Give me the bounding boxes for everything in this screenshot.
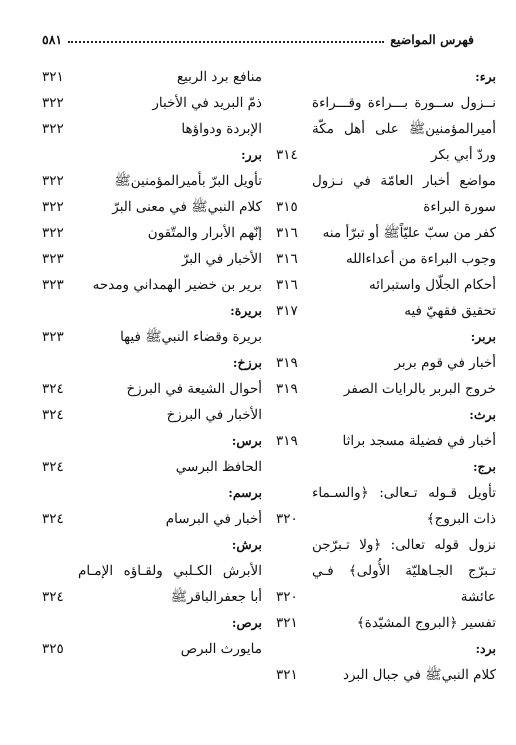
entry-text: مايورث البرص (180, 641, 262, 657)
entry-page-number: ٣٢٤ (42, 589, 64, 605)
index-entry (42, 584, 262, 610)
index-entry (42, 324, 262, 350)
entry-text: أميرالمؤمنينﷺ على أهل مكّة (312, 121, 496, 137)
entry-page-number: ٣٢٢ (42, 173, 64, 189)
index-heading (276, 324, 496, 350)
index-entry (276, 298, 496, 324)
index-entry (276, 168, 496, 194)
index-entry (42, 64, 262, 90)
entry-page-number: ٣٢٢ (42, 225, 64, 241)
entry-text: مواضع أخبار العامّة في نـزول (312, 173, 496, 189)
index-entry (42, 272, 262, 298)
index-entry (276, 142, 496, 168)
entry-text: الحافظ البرسي (175, 459, 262, 475)
index-entry (276, 662, 496, 688)
entry-text: أخبار في فضيلة مسجد براثا (342, 433, 496, 449)
entry-text: الأخبار في البرزخ (166, 407, 262, 423)
entry-page-number: ٣٢٠ (276, 589, 298, 605)
entry-text: نــزول ســورة بـــراءة وقـــراءة (312, 95, 496, 111)
entry-text: بربر: (470, 329, 496, 344)
entry-text: أبا جعفرالباقرﷺ (170, 589, 262, 605)
entry-text: وردّ أبي بكر (430, 147, 496, 163)
entry-text: سورة البراءة (423, 199, 496, 215)
entry-text: تأويل البرّ بأميرالمؤمنينﷺ (114, 173, 262, 189)
entry-page-number: ٣٢٤ (42, 381, 64, 397)
index-heading (42, 298, 262, 324)
entry-page-number: ٣٢١ (42, 69, 64, 85)
entry-page-number: ٣٢٣ (42, 251, 64, 267)
entry-text: نزول قوله تعالى: ﴿ولا تـبرّجن (312, 537, 496, 553)
entry-text: عائشة (460, 589, 496, 605)
entry-page-number: ٣١٦ (276, 251, 298, 267)
entry-text: أخبار في البرسام (165, 511, 262, 527)
index-entry (42, 220, 262, 246)
entry-page-number: ٣٢٠ (276, 511, 298, 527)
index-heading (42, 480, 262, 506)
entry-page-number: ٣٢١ (276, 667, 298, 683)
index-entry (42, 506, 262, 532)
entry-page-number: ٣١٧ (276, 303, 298, 319)
entry-page-number: ٣٢٢ (42, 121, 64, 137)
entry-text: برس: (231, 433, 262, 448)
entry-text: برص: (231, 615, 262, 630)
index-entry (42, 194, 262, 220)
index-heading (276, 454, 496, 480)
entry-text: برر: (240, 147, 262, 162)
index-heading (276, 402, 496, 428)
entry-text: ذمّ البريد في الأخبار (152, 95, 262, 111)
index-column-right (276, 64, 496, 688)
entry-text: تفسير ﴿البروج المشيّدة﴾ (356, 615, 496, 631)
entry-text: برج: (472, 459, 496, 474)
index-entry (42, 246, 262, 272)
entry-text: بريرة: (230, 303, 262, 318)
entry-page-number: ٣٢٥ (42, 641, 64, 657)
index-entry (42, 376, 262, 402)
entry-text: برء: (475, 69, 496, 84)
index-column-left (42, 64, 262, 662)
entry-page-number: ٣٢١ (276, 615, 298, 631)
entry-text: الأخبار في البرّ (181, 251, 262, 267)
index-heading (276, 636, 496, 662)
index-entry (276, 272, 496, 298)
index-heading (42, 428, 262, 454)
entry-text: أخبار في قوم بربر (394, 355, 496, 371)
entry-page-number: ٣٢٣ (42, 329, 64, 345)
index-entry (42, 90, 262, 116)
index-entry (42, 636, 262, 662)
entry-page-number: ٣١٩ (276, 433, 298, 449)
index-entry (42, 168, 262, 194)
entry-text: برسم: (228, 485, 262, 500)
entry-page-number: ٣١٩ (276, 381, 298, 397)
entry-text: الإبردة ودواؤها (181, 121, 262, 137)
index-entry (276, 220, 496, 246)
entry-text: برزخ: (232, 355, 262, 370)
page-header (42, 24, 474, 46)
entry-text: كفر من سبّ عليّاًﷺ أو تبرّأ منه (322, 225, 496, 241)
index-entry (276, 246, 496, 272)
index-entry (42, 116, 262, 142)
index-heading (42, 350, 262, 376)
entry-text: تـبرّج الجـاهليّة الأُولى﴾ فـي (312, 563, 496, 579)
entry-text: برد: (475, 641, 496, 656)
index-entry (276, 194, 496, 220)
header-dot-leader (68, 41, 384, 43)
page-number: ٥٨١ (42, 31, 63, 47)
index-entry (276, 506, 496, 532)
entry-text: تحقيق فقهيّ فيه (404, 303, 496, 319)
entry-page-number: ٣٢٤ (42, 511, 64, 527)
entry-text: برش: (231, 537, 262, 552)
entry-page-number: ٣٢٢ (42, 95, 64, 111)
index-entry (42, 402, 262, 428)
header-title: فهرس المواضيع (390, 31, 474, 47)
index-entry (276, 558, 496, 584)
entry-text: كلام النبيﷺ في جبال البرد (342, 667, 496, 683)
entry-page-number: ٣١٩ (276, 355, 298, 371)
entry-text: أحوال الشيعة في البرزخ (126, 381, 262, 397)
entry-text: برث: (469, 407, 496, 422)
index-heading (42, 142, 262, 168)
entry-page-number: ٣٢٢ (42, 199, 64, 215)
index-entry (42, 558, 262, 584)
entry-text: منافع برد الربيع (176, 69, 262, 85)
entry-text: الأبرش الكـلبي ولقـاؤه الإمـام (78, 563, 262, 579)
entry-page-number: ٣٢٤ (42, 459, 64, 475)
index-entry (276, 532, 496, 558)
entry-text: برير بن خضير الهمداني ومدحه (92, 277, 262, 293)
entry-text: كلام النبيﷺ في معنى البرّ (112, 199, 262, 215)
index-entry (276, 376, 496, 402)
index-entry (276, 350, 496, 376)
entry-page-number: ٣٢٤ (42, 407, 64, 423)
entry-page-number: ٣١٦ (276, 277, 298, 293)
index-entry (276, 90, 496, 116)
index-entry (276, 116, 496, 142)
index-entry (276, 428, 496, 454)
index-entry (42, 454, 262, 480)
index-entry (276, 610, 496, 636)
index-entry (276, 480, 496, 506)
entry-page-number: ٣١٤ (276, 147, 298, 163)
entry-text: أحكام الجلّال واستبرائه (369, 277, 496, 293)
entry-text: إنّهم الأبرار والمتّقون (147, 225, 262, 241)
entry-text: وجوب البراءة من أعداءالله (345, 251, 496, 267)
entry-page-number: ٣١٦ (276, 225, 298, 241)
entry-page-number: ٣٢٣ (42, 277, 64, 293)
index-heading (42, 610, 262, 636)
index-heading (42, 532, 262, 558)
entry-text: بريرة وقضاء النبيﷺ فيها (120, 329, 262, 345)
entry-text: خروج البربر بالرايات الصفر (343, 381, 496, 397)
index-entry (276, 584, 496, 610)
index-heading (276, 64, 496, 90)
entry-text: تأويل قـوله تـعالى: ﴿والسـماء (312, 485, 496, 501)
entry-text: ذات البروج﴾ (426, 511, 496, 527)
entry-page-number: ٣١٥ (276, 199, 298, 215)
